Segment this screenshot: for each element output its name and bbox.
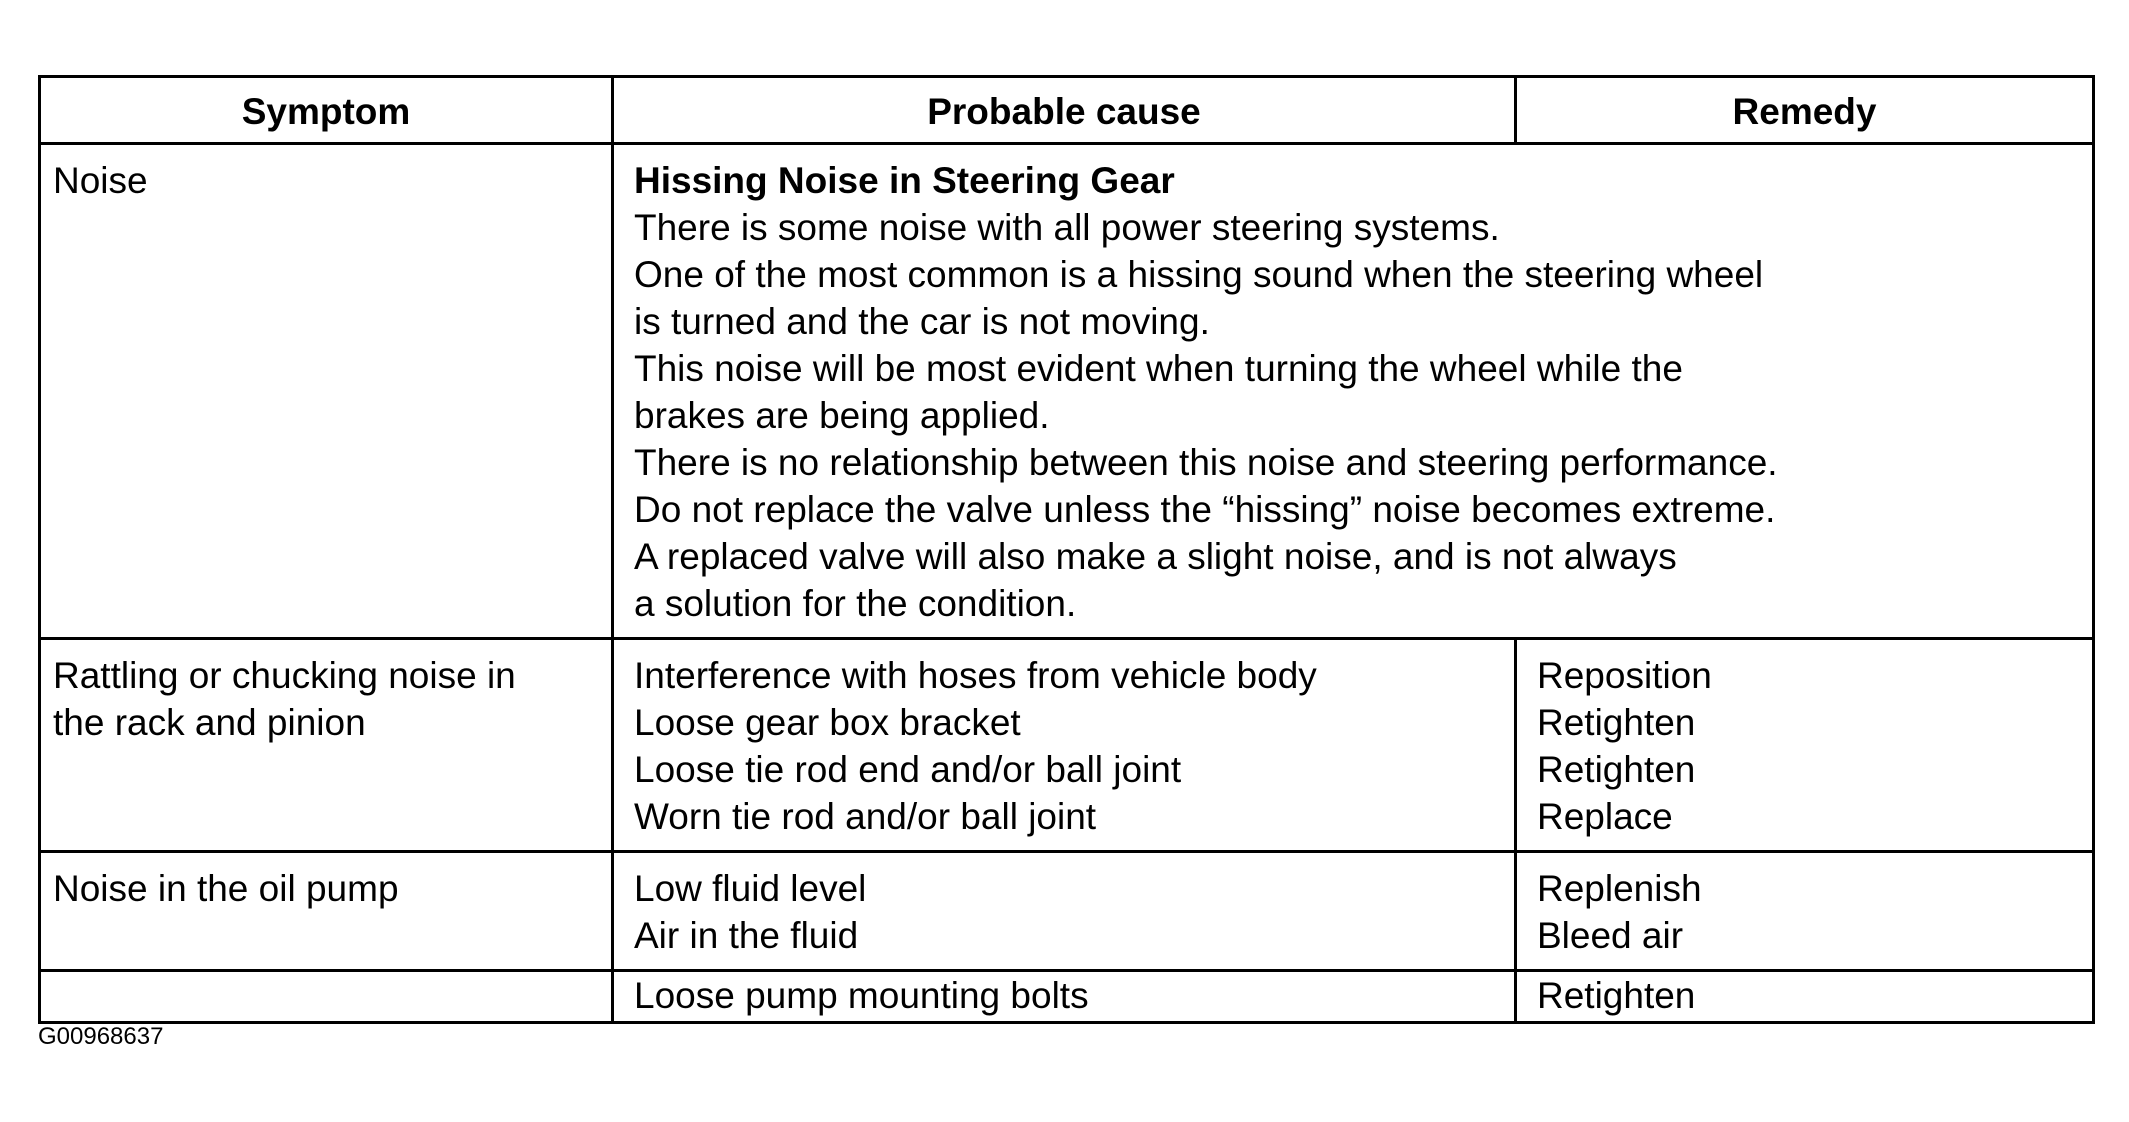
header-row — [40, 77, 2094, 144]
cause-line: Loose gear box bracket — [634, 702, 1021, 743]
symptom-cell — [41, 640, 611, 756]
cause-line: is turned and the car is not moving. — [634, 301, 1210, 342]
remedy-line: Retighten — [1537, 702, 1696, 743]
figure-id: G00968637 — [38, 1023, 164, 1050]
cause-line: brakes are being applied. — [634, 395, 1050, 436]
troubleshooting-table — [38, 75, 2095, 1024]
cause-line: Air in the fluid — [634, 915, 859, 956]
table-row-noise — [40, 144, 2094, 639]
remedy-cell: Retighten — [1537, 975, 1696, 1016]
remedy-line: Reposition — [1537, 655, 1712, 696]
symptom-line: Rattling or chucking noise in — [53, 655, 516, 696]
cause-cell: Loose pump mounting bolts — [634, 975, 1089, 1016]
remedy-cell — [1517, 853, 2092, 969]
cause-line: Do not replace the valve unless the “hissing” noise becomes extreme. — [634, 489, 1776, 530]
cause-cell-hissing — [614, 145, 2092, 637]
remedy-line: Replace — [1537, 796, 1673, 837]
header-remedy: Remedy — [1516, 77, 2094, 144]
cause-line: Interference with hoses from vehicle body — [634, 655, 1317, 696]
table-row-rattle — [40, 639, 2094, 852]
remedy-line: Replenish — [1537, 868, 1702, 909]
cause-line: Worn tie rod and/or ball joint — [634, 796, 1097, 837]
cause-line: Loose tie rod end and/or ball joint — [634, 749, 1182, 790]
cause-line: A replaced valve will also make a slight noise, and is not always — [634, 536, 1677, 577]
cause-line: This noise will be most evident when turning the wheel while the — [634, 348, 1683, 389]
remedy-line: Bleed air — [1537, 915, 1684, 956]
remedy-line: Retighten — [1537, 749, 1696, 790]
header-symptom: Symptom — [40, 77, 613, 144]
header-probable-cause: Probable cause — [613, 77, 1516, 144]
symptom-cell: Noise — [53, 160, 148, 201]
cause-line: There is some noise with all power steering systems. — [634, 207, 1500, 248]
cause-line: One of the most common is a hissing sound when the steering wheel — [634, 254, 1764, 295]
cause-line: Low fluid level — [634, 868, 867, 909]
symptom-line: the rack and pinion — [53, 702, 366, 743]
cause-line: There is no relationship between this noise and steering performance. — [634, 442, 1778, 483]
table-row-oil-pump — [40, 852, 2094, 971]
symptom-cell: Noise in the oil pump — [53, 868, 399, 909]
symptom-cell — [41, 972, 611, 974]
cause-title: Hissing Noise in Steering Gear — [634, 160, 1175, 201]
cause-cell — [614, 640, 1514, 850]
remedy-cell — [1517, 640, 2092, 850]
table-row-mounting-bolts — [40, 971, 2094, 1023]
cause-line: a solution for the condition. — [634, 583, 1077, 624]
cause-cell — [614, 853, 1514, 969]
